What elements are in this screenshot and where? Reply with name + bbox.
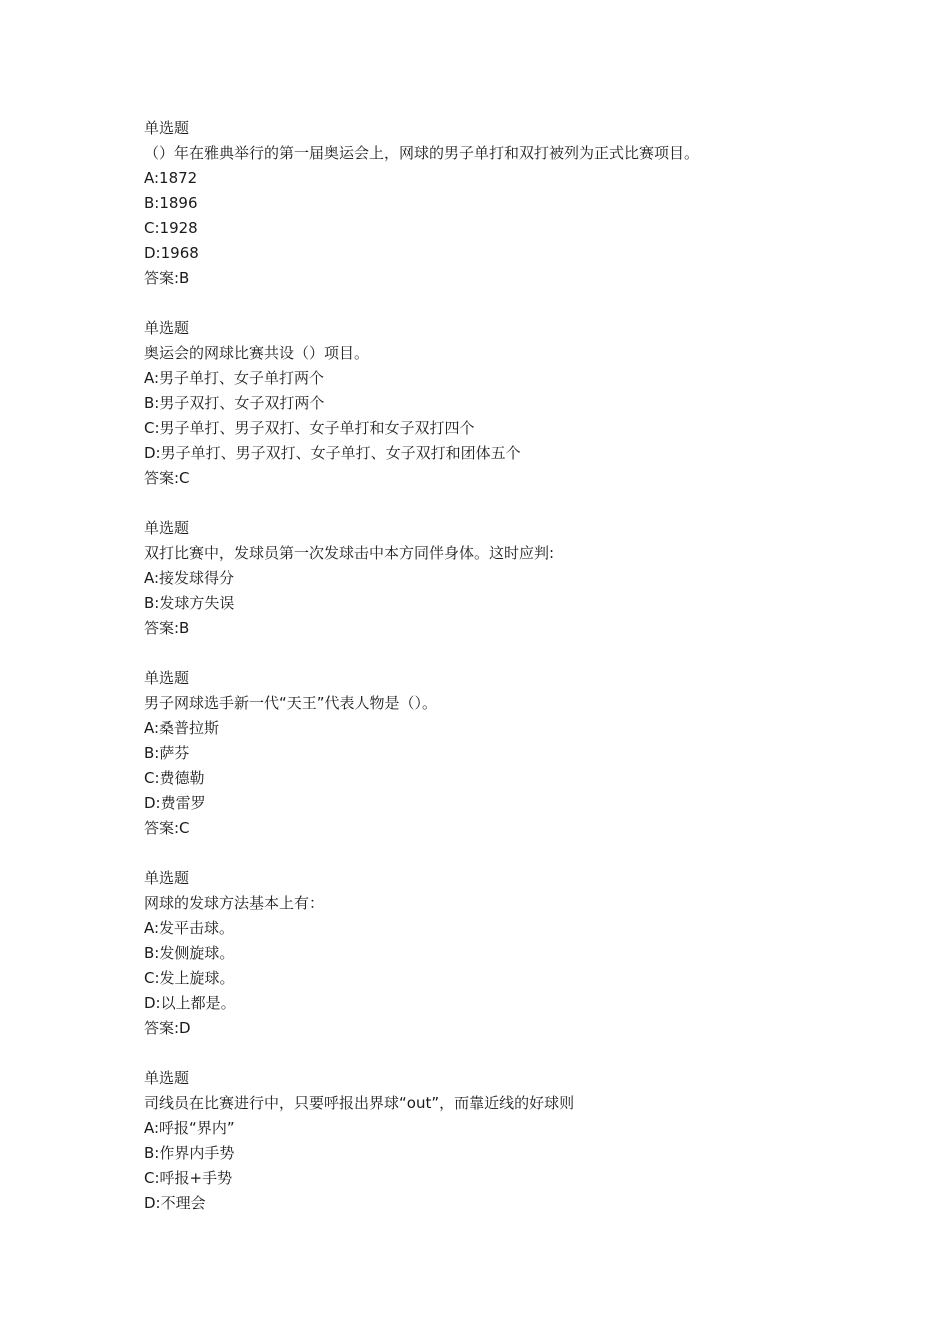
answer: 答案:C — [144, 469, 190, 487]
question-type: 单选题 — [144, 869, 190, 887]
option-a: A:桑普拉斯 — [144, 719, 220, 737]
question-block — [144, 866, 904, 1041]
question-type: 单选题 — [144, 119, 190, 137]
question-type: 单选题 — [144, 1069, 190, 1087]
option-d: D:不理会 — [144, 1194, 206, 1212]
option-b: B:发侧旋球。 — [144, 944, 235, 962]
question-type: 单选题 — [144, 319, 190, 337]
answer: 答案:B — [144, 269, 190, 287]
option-a: A:1872 — [144, 169, 198, 187]
question-block — [144, 116, 904, 291]
question-stem: 司线员在比赛进行中，只要呼报出界球“out”，而靠近线的好球则 — [144, 1094, 575, 1112]
question-block — [144, 516, 904, 641]
option-d: D:男子单打、男子双打、女子单打、女子双打和团体五个 — [144, 444, 521, 462]
option-b: B:发球方失误 — [144, 594, 235, 612]
option-b: B:萨芬 — [144, 744, 190, 762]
option-c: C:发上旋球。 — [144, 969, 235, 987]
question-type: 单选题 — [144, 519, 190, 537]
question-stem: 双打比赛中，发球员第一次发球击中本方同伴身体。这时应判: — [144, 544, 555, 562]
option-a: A:发平击球。 — [144, 919, 235, 937]
question-stem: 奥运会的网球比赛共设（）项目。 — [144, 344, 370, 362]
option-b: B:作界内手势 — [144, 1144, 235, 1162]
option-c: C:呼报+手势 — [144, 1169, 233, 1187]
answer: 答案:B — [144, 619, 190, 637]
option-d: D:1968 — [144, 244, 199, 262]
option-a: A:男子单打、女子单打两个 — [144, 369, 325, 387]
answer: 答案:C — [144, 819, 190, 837]
option-a: A:接发球得分 — [144, 569, 235, 587]
option-b: B:1896 — [144, 194, 198, 212]
option-c: C:费德勒 — [144, 769, 205, 787]
option-b: B:男子双打、女子双打两个 — [144, 394, 325, 412]
option-d: D:以上都是。 — [144, 994, 236, 1012]
question-stem: 男子网球选手新一代“天王”代表人物是（）。 — [144, 694, 438, 712]
question-type: 单选题 — [144, 669, 190, 687]
question-stem: 网球的发球方法基本上有： — [144, 894, 325, 912]
question-block — [144, 316, 904, 491]
question-stem: （）年在雅典举行的第一届奥运会上，网球的男子单打和双打被列为正式比赛项目。 — [144, 144, 700, 162]
answer: 答案:D — [144, 1019, 191, 1037]
option-a: A:呼报“界内” — [144, 1119, 235, 1137]
option-c: C:男子单打、男子双打、女子单打和女子双打四个 — [144, 419, 475, 437]
option-d: D:费雷罗 — [144, 794, 206, 812]
question-block — [144, 666, 904, 841]
question-list — [144, 116, 904, 1241]
question-block — [144, 1066, 904, 1216]
option-c: C:1928 — [144, 219, 198, 237]
